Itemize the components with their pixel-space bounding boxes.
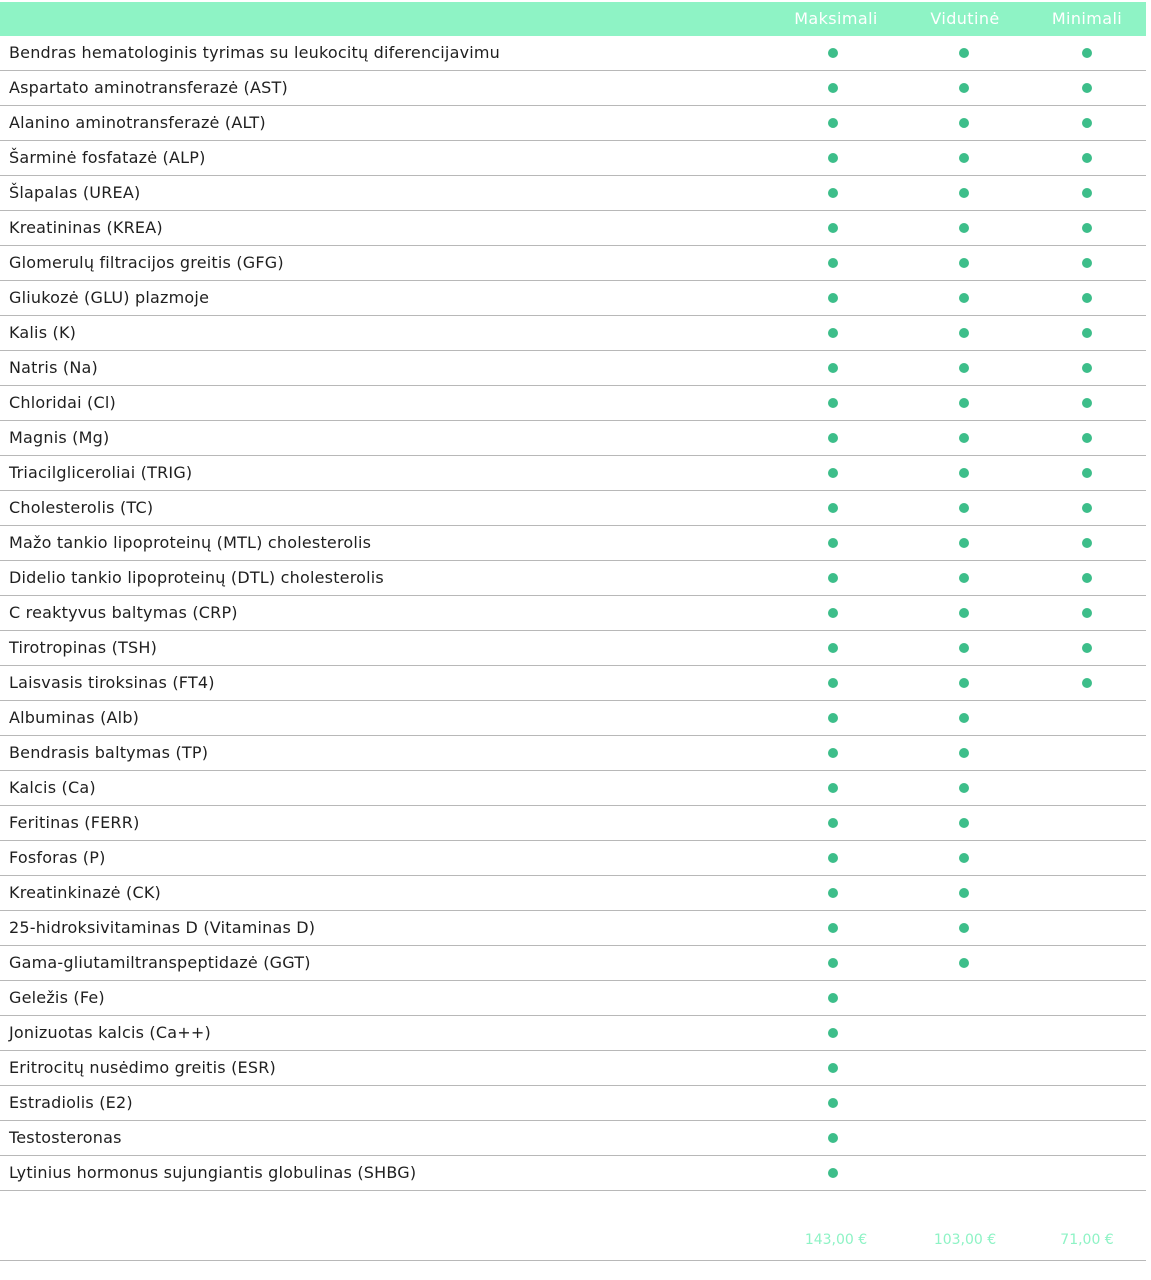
table-row (0, 526, 1146, 561)
table-row (0, 141, 1146, 176)
test-name: Eritrocitų nusėdimo greitis (ESR) (9, 1058, 276, 1077)
included-dot-maximal (828, 503, 838, 513)
test-name: Cholesterolis (TC) (9, 498, 154, 517)
test-name: Magnis (Mg) (9, 428, 110, 447)
included-dot-maximal (828, 433, 838, 443)
included-dot-maximal (828, 573, 838, 583)
test-name: Fosforas (P) (9, 848, 106, 867)
table-row (0, 666, 1146, 701)
column-header-medium: Vidutinė (930, 9, 1000, 28)
included-dot-maximal (828, 713, 838, 723)
table-row (0, 701, 1146, 736)
included-dot-medium (959, 83, 969, 93)
included-dot-maximal (828, 188, 838, 198)
included-dot-medium (959, 958, 969, 968)
table-row (0, 911, 1146, 946)
price-row (0, 1191, 1146, 1261)
table-row (0, 386, 1146, 421)
included-dot-minimal (1082, 643, 1092, 653)
test-name: Gama-gliutamiltranspeptidazė (GGT) (9, 953, 311, 972)
table-row (0, 841, 1146, 876)
included-dot-medium (959, 433, 969, 443)
included-dot-medium (959, 48, 969, 58)
included-dot-minimal (1082, 573, 1092, 583)
test-name: Lytinius hormonus sujungiantis globulinas (SHBG) (9, 1163, 417, 1182)
included-dot-medium (959, 293, 969, 303)
table-row (0, 456, 1146, 491)
test-name: Glomerulų filtracijos greitis (GFG) (9, 253, 284, 272)
included-dot-maximal (828, 1168, 838, 1178)
price-minimal: 71,00 € (1060, 1232, 1114, 1248)
test-name: 25-hidroksivitaminas D (Vitaminas D) (9, 918, 316, 937)
test-name: Mažo tankio lipoproteinų (MTL) cholesterolis (9, 533, 372, 552)
test-name: Triacilgliceroliai (TRIG) (9, 463, 193, 482)
test-name: Alanino aminotransferazė (ALT) (9, 113, 266, 132)
included-dot-maximal (828, 748, 838, 758)
table-row (0, 211, 1146, 246)
table-row (0, 561, 1146, 596)
test-name: Feritinas (FERR) (9, 813, 140, 832)
test-name: Kreatininas (KREA) (9, 218, 163, 237)
included-dot-maximal (828, 1028, 838, 1038)
included-dot-medium (959, 223, 969, 233)
included-dot-maximal (828, 818, 838, 828)
included-dot-maximal (828, 643, 838, 653)
table-row (0, 631, 1146, 666)
table-row (0, 246, 1146, 281)
test-name: Bendrasis baltymas (TP) (9, 743, 209, 762)
table-row (0, 981, 1146, 1016)
test-name: Jonizuotas kalcis (Ca++) (9, 1023, 211, 1042)
included-dot-maximal (828, 118, 838, 128)
table-row (0, 316, 1146, 351)
test-name: Estradiolis (E2) (9, 1093, 133, 1112)
included-dot-medium (959, 783, 969, 793)
included-dot-minimal (1082, 328, 1092, 338)
included-dot-maximal (828, 363, 838, 373)
test-name: Kreatinkinazė (CK) (9, 883, 161, 902)
test-name: Laisvasis tiroksinas (FT4) (9, 673, 215, 692)
included-dot-medium (959, 538, 969, 548)
table-row (0, 806, 1146, 841)
included-dot-minimal (1082, 258, 1092, 268)
included-dot-maximal (828, 1063, 838, 1073)
included-dot-maximal (828, 1098, 838, 1108)
included-dot-maximal (828, 783, 838, 793)
included-dot-maximal (828, 853, 838, 863)
included-dot-medium (959, 923, 969, 933)
included-dot-maximal (828, 83, 838, 93)
test-name: Testosteronas (9, 1128, 122, 1147)
table-row (0, 1016, 1146, 1051)
included-dot-minimal (1082, 503, 1092, 513)
included-dot-minimal (1082, 153, 1092, 163)
included-dot-minimal (1082, 293, 1092, 303)
included-dot-maximal (828, 678, 838, 688)
test-name: Albuminas (Alb) (9, 708, 140, 727)
table-row (0, 421, 1146, 456)
price-medium: 103,00 € (933, 1232, 997, 1248)
included-dot-medium (959, 153, 969, 163)
package-comparison-table (0, 2, 1146, 1261)
included-dot-maximal (828, 223, 838, 233)
included-dot-minimal (1082, 468, 1092, 478)
table-row (0, 351, 1146, 386)
included-dot-medium (959, 398, 969, 408)
included-dot-maximal (828, 293, 838, 303)
included-dot-minimal (1082, 48, 1092, 58)
table-body (0, 36, 1146, 1191)
included-dot-minimal (1082, 363, 1092, 373)
test-name: Šarminė fosfatazė (ALP) (9, 148, 206, 167)
included-dot-medium (959, 468, 969, 478)
column-header-minimal: Minimali (1051, 9, 1123, 28)
included-dot-maximal (828, 468, 838, 478)
table-row (0, 596, 1146, 631)
table-row (0, 1051, 1146, 1086)
included-dot-minimal (1082, 678, 1092, 688)
included-dot-maximal (828, 258, 838, 268)
included-dot-minimal (1082, 433, 1092, 443)
test-name: C reaktyvus baltymas (CRP) (9, 603, 238, 622)
table-row (0, 176, 1146, 211)
table-row (0, 106, 1146, 141)
included-dot-maximal (828, 888, 838, 898)
included-dot-medium (959, 713, 969, 723)
test-name: Šlapalas (UREA) (9, 183, 141, 202)
included-dot-minimal (1082, 223, 1092, 233)
test-name: Chloridai (Cl) (9, 393, 116, 412)
included-dot-medium (959, 853, 969, 863)
included-dot-minimal (1082, 608, 1092, 618)
test-name: Bendras hematologinis tyrimas su leukocitų diferencijavimu (9, 43, 501, 62)
table-row (0, 71, 1146, 106)
included-dot-maximal (828, 48, 838, 58)
table-row (0, 281, 1146, 316)
included-dot-medium (959, 573, 969, 583)
price-maximal: 143,00 € (804, 1232, 868, 1248)
included-dot-medium (959, 118, 969, 128)
included-dot-medium (959, 888, 969, 898)
test-name: Kalcis (Ca) (9, 778, 96, 797)
table-row (0, 491, 1146, 526)
included-dot-medium (959, 678, 969, 688)
included-dot-maximal (828, 153, 838, 163)
test-name: Didelio tankio lipoproteinų (DTL) cholesterolis (9, 568, 384, 587)
included-dot-medium (959, 818, 969, 828)
test-name: Gliukozė (GLU) plazmoje (9, 288, 210, 307)
table-row (0, 1086, 1146, 1121)
included-dot-maximal (828, 328, 838, 338)
included-dot-maximal (828, 608, 838, 618)
table-row (0, 36, 1146, 71)
included-dot-maximal (828, 1133, 838, 1143)
included-dot-minimal (1082, 83, 1092, 93)
included-dot-maximal (828, 923, 838, 933)
included-dot-medium (959, 643, 969, 653)
test-name: Kalis (K) (9, 323, 77, 342)
included-dot-minimal (1082, 398, 1092, 408)
table-row (0, 1121, 1146, 1156)
table-row (0, 946, 1146, 981)
test-name: Tirotropinas (TSH) (9, 638, 158, 657)
included-dot-medium (959, 258, 969, 268)
included-dot-medium (959, 188, 969, 198)
included-dot-medium (959, 503, 969, 513)
table-row (0, 1156, 1146, 1191)
table-row (0, 876, 1146, 911)
test-name: Aspartato aminotransferazė (AST) (9, 78, 288, 97)
test-name: Geležis (Fe) (9, 988, 105, 1007)
included-dot-maximal (828, 538, 838, 548)
included-dot-maximal (828, 993, 838, 1003)
included-dot-maximal (828, 958, 838, 968)
table-row (0, 736, 1146, 771)
table-header (0, 2, 1146, 36)
included-dot-maximal (828, 398, 838, 408)
included-dot-medium (959, 748, 969, 758)
included-dot-medium (959, 363, 969, 373)
included-dot-minimal (1082, 118, 1092, 128)
included-dot-medium (959, 328, 969, 338)
test-name: Natris (Na) (9, 358, 98, 377)
included-dot-medium (959, 608, 969, 618)
included-dot-minimal (1082, 538, 1092, 548)
table-row (0, 771, 1146, 806)
column-header-maximal: Maksimali (794, 9, 878, 28)
included-dot-minimal (1082, 188, 1092, 198)
